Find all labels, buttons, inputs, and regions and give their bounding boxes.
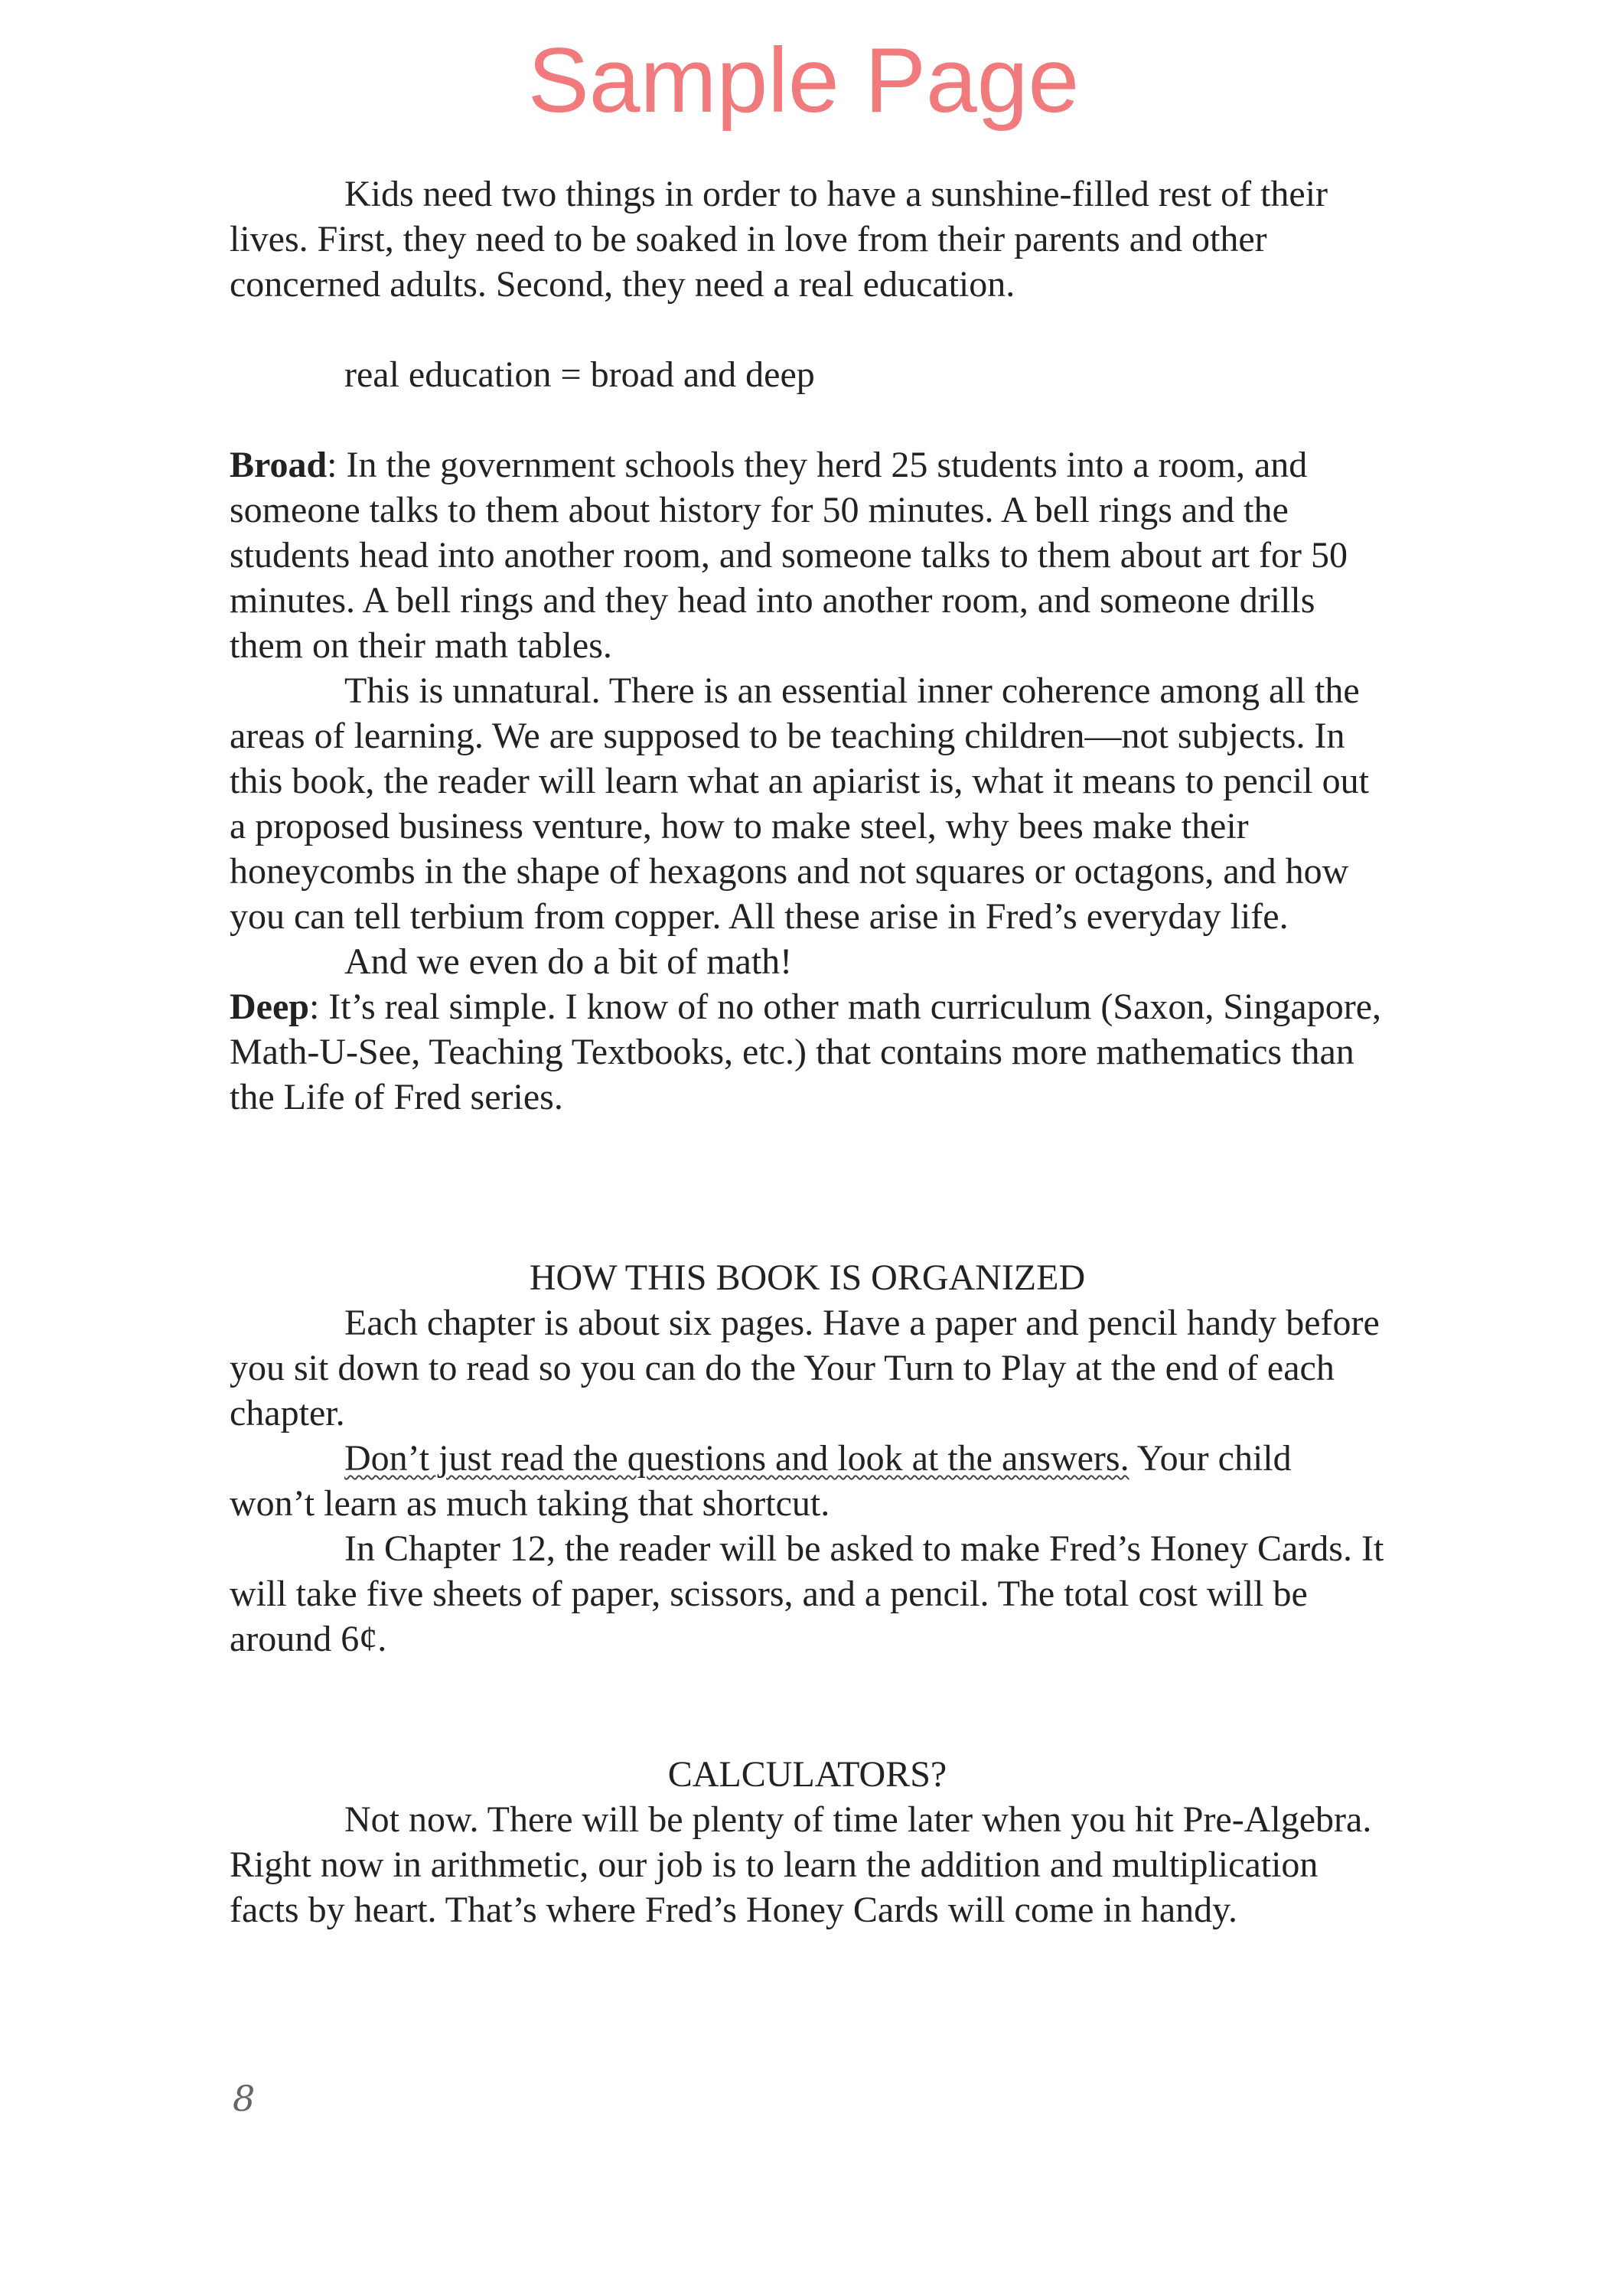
section-heading-calculators: CALCULATORS? bbox=[667, 1754, 947, 1795]
spacer bbox=[230, 1120, 1385, 1255]
page-body bbox=[230, 171, 1385, 1932]
chapter-length-paragraph: Each chapter is about six pages. Have a paper and pencil handy before you sit down to read so you can do the Your Turn to Play at the end of each chapter. bbox=[230, 1303, 1380, 1433]
spacer bbox=[230, 1662, 1385, 1752]
warning-underlined-text: Don’t just read the questions and look at the answers. bbox=[344, 1438, 1129, 1479]
broad-paragraph bbox=[230, 442, 1385, 668]
sample-page-watermark: Sample Page bbox=[527, 29, 1080, 132]
intro-paragraph: Kids need two things in order to have a sunshine-filled rest of their lives. First, they need to be soaked in love from their parents and other concerned adults. Second, they need a real education. bbox=[230, 174, 1328, 305]
math-paragraph: And we even do a bit of math! bbox=[344, 941, 793, 982]
education-equation: real education = broad and deep bbox=[344, 354, 815, 395]
deep-text: : It’s real simple. I know of no other math curriculum (Saxon, Singapore, Math-U-See, Teaching Textbooks, etc.) that contains more mathematics than the Life of Fred series. bbox=[230, 987, 1381, 1117]
honey-cards-paragraph: In Chapter 12, the reader will be asked to make Fred’s Honey Cards. It will take five sheets of paper, scissors, and a pencil. The total cost will be around 6¢. bbox=[230, 1528, 1384, 1659]
deep-paragraph bbox=[230, 984, 1385, 1120]
warning-rest-text: Your child won’t learn as much taking that shortcut. bbox=[230, 1438, 1292, 1524]
broad-label: Broad bbox=[230, 445, 328, 485]
shortcut-warning-paragraph bbox=[230, 1436, 1385, 1526]
coherence-paragraph: This is unnatural. There is an essential inner coherence among all the areas of learning. We are supposed to be teaching children—not subjects. In this book, the reader will learn what an apiarist is, what it means to pencil out a proposed business venture, how to make steel, why bees make their honeycombs in the shape of hexagons and not squares or octagons, and how you can tell terbium from copper. All these arise in Fred’s everyday life. bbox=[230, 670, 1369, 937]
calculators-paragraph: Not now. There will be plenty of time later when you hit Pre-Algebra. Right now in arithmetic, our job is to learn the addition and multiplication facts by heart. That’s where Fred’s Honey Cards will come in handy. bbox=[230, 1799, 1372, 1930]
broad-text: : In the government schools they herd 25 students into a room, and someone talks to them about history for 50 minutes. A bell rings and the students head into another room, and someone talks to them about art for 50 minutes. A bell rings and they head into another room, and someone drills them on their math tables. bbox=[230, 445, 1348, 666]
section-heading-organized: HOW THIS BOOK IS ORGANIZED bbox=[529, 1257, 1086, 1298]
page-number: 8 bbox=[233, 2078, 256, 2119]
spacer bbox=[230, 397, 1385, 442]
spacer bbox=[230, 307, 1385, 352]
deep-label: Deep bbox=[230, 987, 309, 1027]
